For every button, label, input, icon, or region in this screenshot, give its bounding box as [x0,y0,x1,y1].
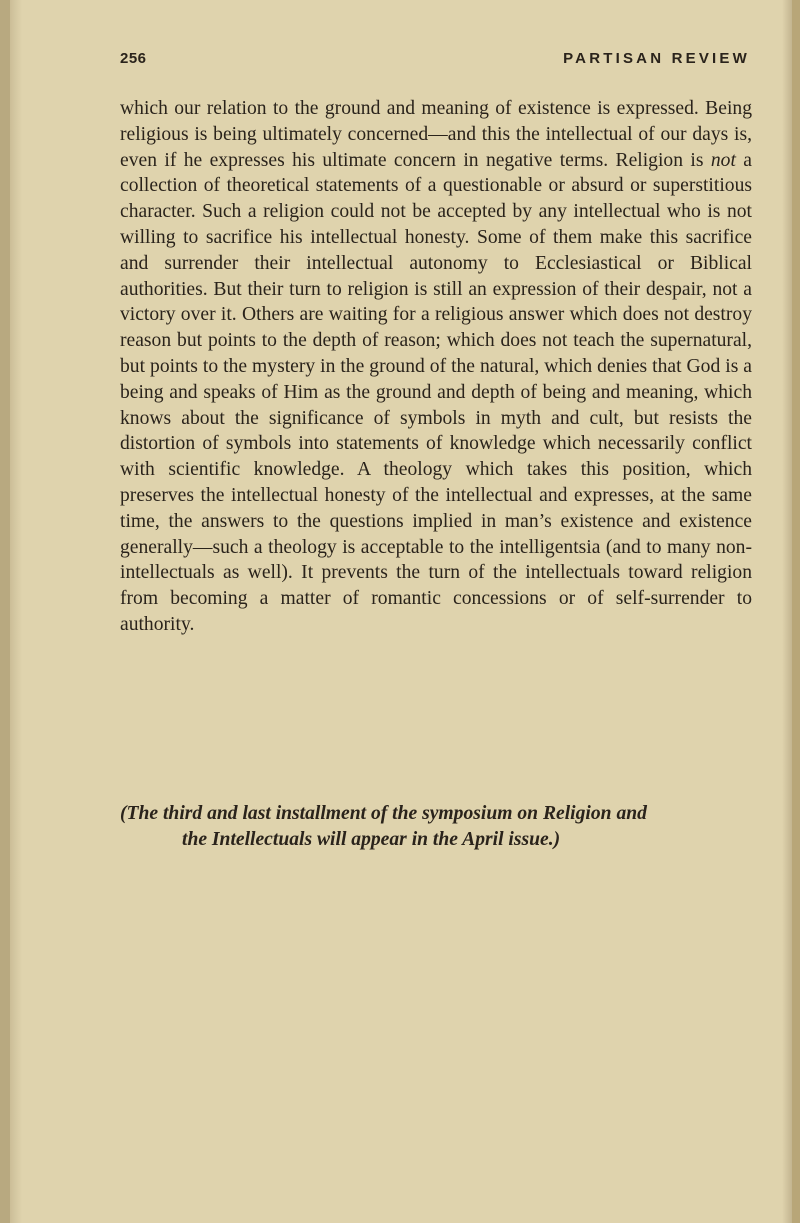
page-number: 256 [120,50,147,67]
editorial-note-line-1: (The third and last installment of the symposium on Religion and [120,803,647,824]
running-head: PARTISAN REVIEW [563,50,750,67]
editorial-note-line-2: the Intellectuals will appear in the April issue.) [182,828,561,850]
page-header [120,50,750,72]
editorial-note [120,801,752,853]
emphasis-not: not [710,149,736,171]
page-right-edge [792,0,800,1223]
body-text-part-1: which our relation to the ground and meaning of existence is expressed. Being religious is being ultimately concerned—and this the intellectual of our days is, even if he expresses his ultimate concern in negative terms. Religion is [120,98,752,171]
page-left-edge [0,0,10,1223]
body-paragraph [120,96,752,638]
body-text-part-2: a collection of theoretical statements of a questionable or absurd or superstitious character. Such a religion could not be accepted by any intellectual who is not willing to sacrifice his intellectual honesty. Some of them make this sacrifice and surrender their intellectual autonomy to Ecclesiastical or Biblical authorities. But their turn to religion is still an expression of their despair, not a victory over it. Others are waiting for a religious answer which does not destroy reason but points to the depth of reason; which does not teach the supernatural, but points to the mystery in the ground of the natural, which denies that God is a being and speaks of Him as the ground and depth of being and meaning, which knows about the significance of symbols in myth and cult, but resists the distortion of symbols into statements of knowledge which necessarily conflict with scientific knowledge. A theology which takes this position, which preserves the intellectual honesty of the intellectual and expresses, at the same time, the answers to the questions implied in man’s existence and existence generally—such a theology is acceptable to the intelligentsia (and to many non-intellectuals as well). It prevents the turn of the intellectuals toward religion from becoming a matter of romantic concessions or of self-surrender to authority. [120,149,752,635]
